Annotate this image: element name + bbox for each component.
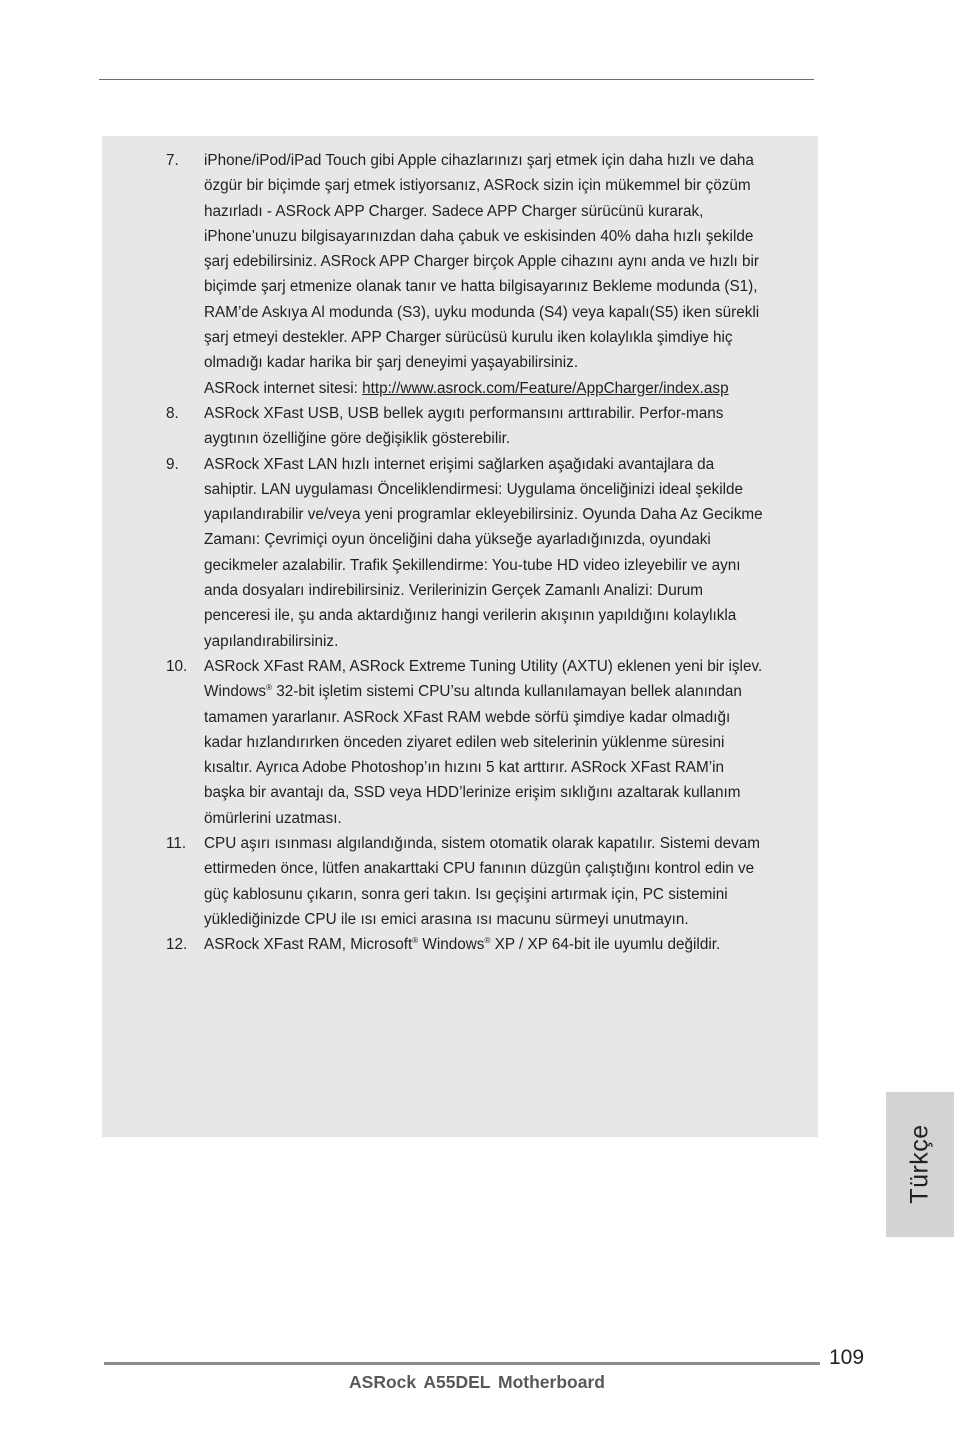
language-tab bbox=[886, 1092, 954, 1237]
feature-list bbox=[166, 148, 764, 958]
registered-mark: ® bbox=[412, 936, 419, 946]
item-text-a: ASRock XFast RAM, ASRock Extreme Tuning Utility (AXTU) eklenen yeni bir işlev. Windows bbox=[204, 657, 763, 701]
item-number: 9. bbox=[166, 455, 179, 473]
site-label: ASRock internet sitesi: bbox=[204, 379, 358, 397]
registered-mark: ® bbox=[484, 936, 491, 946]
registered-mark: ® bbox=[266, 683, 272, 693]
appcharger-link[interactable]: http://www.asrock.com/Feature/AppCharger/index.asp bbox=[362, 379, 729, 397]
footer-title: ASRock A55DEL Motherboard bbox=[349, 1372, 605, 1392]
item-number: 11. bbox=[166, 835, 187, 853]
item-text-a: ASRock XFast RAM, Microsoft bbox=[204, 936, 413, 954]
list-item bbox=[166, 831, 764, 932]
item-number: 8. bbox=[166, 404, 179, 422]
item-text-c: XP / XP 64-bit ile uyumlu değildir. bbox=[490, 936, 721, 954]
item-text: ASRock XFast USB, USB bellek aygıtı performansını arttırabilir. Perfor-mans aygtının özelliğine göre değişiklik gösterebilir. bbox=[204, 404, 724, 448]
item-number: 7. bbox=[166, 152, 179, 169]
item-number: 10. bbox=[166, 657, 188, 675]
list-item bbox=[166, 401, 764, 452]
footer-rule bbox=[104, 1362, 820, 1365]
list-item bbox=[166, 148, 764, 401]
item-text-b: 32-bit işletim sistemi CPU’su altında kullanılamayan bellek alanından tamamen yararlanır. ASRock XFast RAM webde sörfü şimdiye kadar olmadığı kadar hızlandırırken önceden ziyaret edilen web sitelerinin yüklenme süresini kısaltır. Ayrıca Adobe Photoshop’ın hızını 5 kat arttırır. ASRock XFast RAM’in başka bir avantajı da, SSD veya HDD’lerinize erişim sıklığını azaltarak kullanım ömürlerini uzatması. bbox=[204, 683, 742, 827]
item-text bbox=[204, 148, 764, 401]
item-number: 12. bbox=[166, 936, 188, 954]
list-item bbox=[166, 932, 764, 957]
item-paragraph: iPhone/iPod/iPad Touch gibi Apple cihazlarınızı şarj etmek için daha hızlı ve daha özgür bir biçimde şarj etmek istiyorsanız, ASRock sizin için mükemmel bir çözüm hazırladı - ASRock APP Charger. Sadece APP Charger sürücünü kurarak, iPhone’unuzu bilgisayarınızdan daha çabuk ve eskisinden 40% daha hızlı şekilde şarj edebilirsiniz. ASRock APP Charger birçok Apple cihazını aynı anda ve hızlı bir biçimde şarj etmenize olanak tanır ve hatta bilgisayarınız Bekleme modunda (S1), RAM’de Askıya Al modunda (S3), uyku modunda (S4) veya kapalı(S5) iken sürekli şarj etmeyi destekler. APP Charger sürücüsü kurulu iken kolaylıkla şimdiye hiç olmadığı kadar harika bir şarj deneyimi yaşayabilirsiniz. bbox=[204, 152, 760, 372]
list-item bbox=[166, 452, 764, 654]
page-number: 109 bbox=[829, 1346, 865, 1369]
item-text-b: Windows bbox=[418, 936, 485, 954]
item-text bbox=[204, 932, 764, 957]
item-text: ASRock XFast LAN hızlı internet erişimi sağlarken aşağıdaki avantajlara da sahiptir. LAN uygulaması Önceliklendirmesi: Uygulama önceliğinizi ideal şekilde yapılandırabilir ve/veya yeni programlar ekleyebilirsiniz. Oyunda Daha Az Gecikme Zamanı: Çevrimiçi oyun önceliğini daha yükseğe ayarladığınızda, oyundaki gecikmeler azalabilir. Trafik Şekillendirme: You-tube HD video izleyebilir ve aynı anda dosyaları indirebilirsiniz. Verilerinizin Gerçek Zamanlı Analizi: Durum penceresi ile, şu anda aktardığınız hangi verilerin akışının yapıldığını kolaylıkla yapılandırabilirsiniz. bbox=[204, 455, 763, 650]
list-item bbox=[166, 654, 764, 831]
language-label: Türkçe bbox=[905, 1124, 934, 1204]
item-text: CPU aşırı ısınması algılandığında, sistem otomatik olarak kapatılır. Sistemi devam ettirmeden önce, lütfen anakarttaki CPU fanının düzgün çalıştığını kontrol edin ve güç kablosunu çıkarın, sonra geri takın. Isı geçişini artırmak için, PC sistemini yüklediğinizde CPU ile ısı emici arasına ısı macunu sürmeyi unutmayın. bbox=[204, 835, 761, 928]
item-text bbox=[204, 654, 764, 831]
top-rule bbox=[99, 79, 814, 80]
